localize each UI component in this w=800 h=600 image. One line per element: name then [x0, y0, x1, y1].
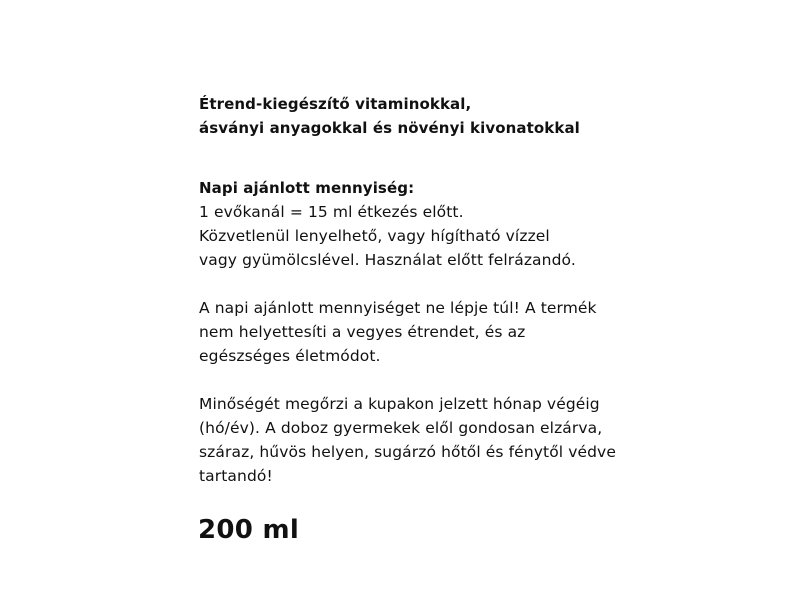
dosage-line-2: Közvetlenül lenyelhető, vagy hígítható vízzel [199, 227, 550, 245]
dosage-section [199, 176, 759, 272]
description-line-1: Étrend-kiegészítő vitaminokkal, [199, 95, 472, 113]
warning-line-1: A napi ajánlott mennyiséget ne lépje túl! A termék [199, 299, 597, 317]
dosage-line-1: 1 evőkanál = 15 ml étkezés előtt. [199, 203, 464, 221]
dosage-line-3: vagy gyümölcslével. Használat előtt felrázandó. [199, 251, 576, 269]
storage-line-4: tartandó! [199, 467, 273, 485]
warning-line-2: nem helyettesíti a vegyes étrendet, és az [199, 323, 526, 341]
storage-line-3: száraz, hűvös helyen, sugárzó hőtől és fénytől védve [199, 443, 616, 461]
storage-line-1: Minőségét megőrzi a kupakon jelzett hónap végéig [199, 395, 600, 413]
product-label [199, 92, 759, 488]
storage-line-2: (hó/év). A doboz gyermekek elől gondosan elzárva, [199, 419, 603, 437]
product-description [199, 92, 759, 140]
dosage-heading: Napi ajánlott mennyiség: [199, 179, 415, 197]
description-line-2: ásványi anyagokkal és növényi kivonatokkal [199, 119, 580, 137]
storage-section [199, 392, 759, 488]
warning-section [199, 296, 759, 368]
net-volume: 200 ml [198, 515, 300, 545]
warning-line-3: egészséges életmódot. [199, 347, 381, 365]
